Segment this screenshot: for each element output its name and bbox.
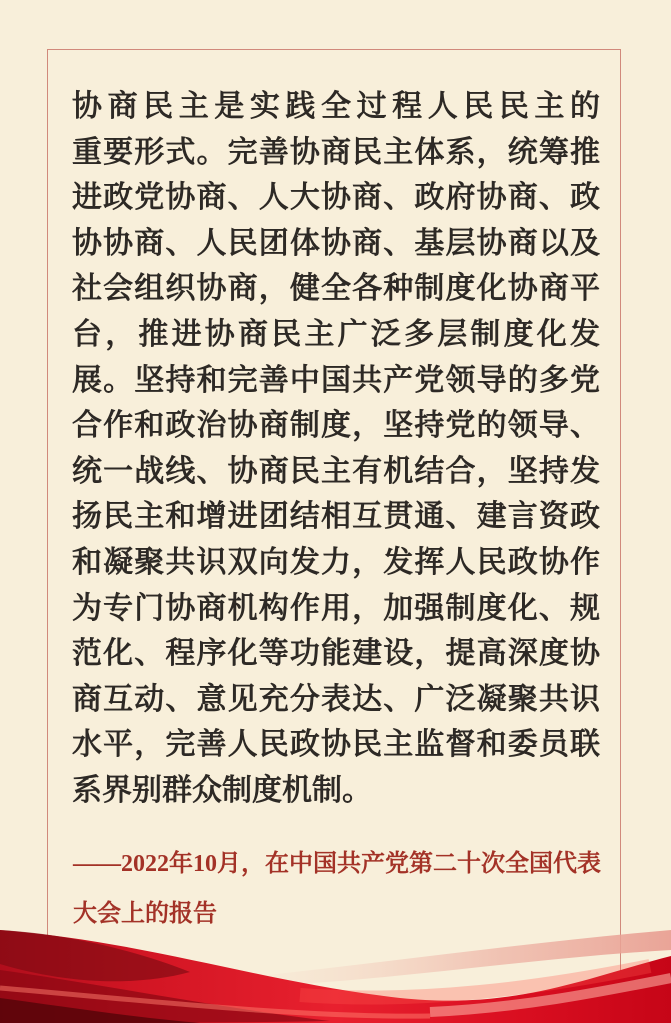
quote-body-line: 为专门协商机构作用，加强制度化、规 [72,591,600,625]
quote-body-line: 社会组织协商，健全各种制度化协商平 [72,272,600,306]
quote-body [72,84,600,814]
quote-body-line: 范化、程序化等功能建设，提高深度协 [72,637,600,671]
quote-body-line: 协协商、人民团体协商、基层协商以及 [72,226,600,260]
quote-body-line: 统一战线、协商民主有机结合，坚持发 [72,454,600,488]
quote-body-line: 商互动、意见充分表达、广泛凝聚共识 [72,682,600,716]
quote-body-line: 和凝聚共识双向发力，发挥人民政协作 [72,545,600,579]
quote-body-line: 协商民主是实践全过程人民民主的 [72,90,600,123]
quote-body-line: 系界别群众制度机制。 [72,773,372,807]
quote-body-line: 重要形式。完善协商民主体系，统筹推 [72,135,600,169]
quote-body-line: 扬民主和增进团结相互贯通、建言资政 [72,500,600,534]
quote-body-line: 展。坚持和完善中国共产党领导的多党 [72,363,600,397]
quote-body-line: 台，推进协商民主广泛多层制度化发 [72,317,600,351]
quote-body-line: 进政党协商、人大协商、政府协商、政 [72,181,600,215]
quote-body-line: 水平，完善人民政协民主监督和委员联 [72,728,600,762]
quote-body-line: 合作和政治协商制度，坚持党的领导、 [72,409,600,443]
red-silk-ribbon-graphic [0,900,671,1023]
citation-line: ——2022年10月，在中国共产党第二十次全国代表 [73,851,601,877]
citation-line: 大会上的报告 [73,901,217,927]
